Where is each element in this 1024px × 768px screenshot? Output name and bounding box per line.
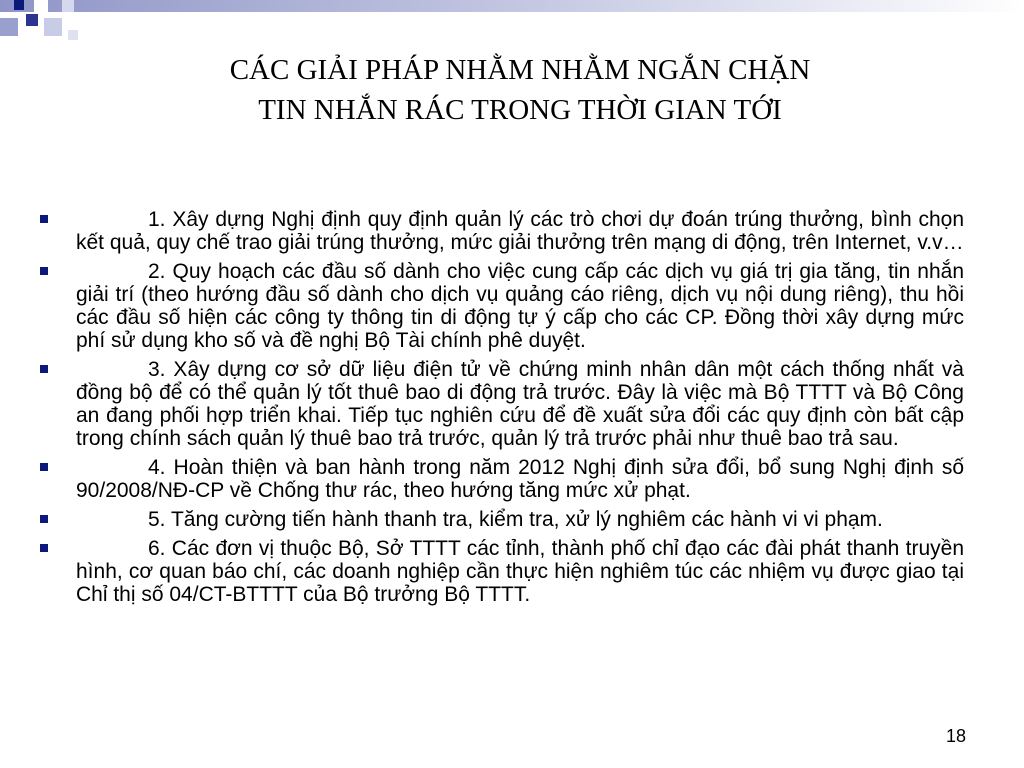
square-bullet-icon xyxy=(40,215,48,223)
slide-title xyxy=(130,50,910,130)
list-item xyxy=(36,537,964,606)
item-text: 4. Hoàn thiện và ban hành trong năm 2012 Nghị định sửa đổi, bổ sung Nghị định số 90/2008/NĐ-CP về Chống thư rác, theo hướng tăng mức xử phạt. xyxy=(76,456,964,502)
list-item xyxy=(36,260,964,352)
list-item xyxy=(36,208,964,254)
square-bullet-icon xyxy=(40,267,48,275)
square-bullet-icon xyxy=(40,544,48,552)
square-bullet-icon xyxy=(40,463,48,471)
decorative-header-pattern xyxy=(0,0,1024,50)
title-line-1: CÁC GIẢI PHÁP NHẰM NHẰM NGẮN CHẶN xyxy=(229,54,811,86)
item-text: 2. Quy hoạch các đầu số dành cho việc cung cấp các dịch vụ giá trị gia tăng, tin nhắn giải trí (theo hướng đầu số dành cho dịch vụ quảng cáo riêng, dịch vụ nội dung riêng), thu hồi các đầu số hiện các công ty thông tin di động tự ý cấp cho các CP. Đồng thời xây dựng mức phí sử dụng kho số và đề nghị Bộ Tài chính phê duyệt. xyxy=(76,260,964,352)
page-number: 18 xyxy=(945,726,966,746)
list-item xyxy=(36,358,964,450)
item-text: 1. Xây dựng Nghị định quy định quản lý các trò chơi dự đoán trúng thưởng, bình chọn kết quả, quy chế trao giải trúng thưởng, mức giải thưởng trên mạng di động, trên Internet, v.v… xyxy=(76,208,964,254)
list-item xyxy=(36,456,964,502)
list-item xyxy=(36,508,964,531)
title-line-2: TIN NHẮN RÁC TRONG THỜI GIAN TỚI xyxy=(258,94,782,126)
item-text: 6. Các đơn vị thuộc Bộ, Sở TTTT các tỉnh, thành phố chỉ đạo các đài phát thanh truyền hình, cơ quan báo chí, các doanh nghiệp cần thực hiện nghiêm túc các nhiệm vụ được giao tại Chỉ thị số 04/CT-BTTTT của Bộ trưởng Bộ TTTT. xyxy=(76,537,964,606)
item-text: 3. Xây dựng cơ sở dữ liệu điện tử về chứng minh nhân dân một cách thống nhất và đồng bộ để có thể quản lý tốt thuê bao di động trả trước. Đây là việc mà Bộ TTTT và Bộ Công an đang phối hợp triển khai. Tiếp tục nghiên cứu để đề xuất sửa đổi các quy định còn bất cập trong chính sách quản lý thuê bao trả trước, quản lý trả trước phải như thuê bao trả sau. xyxy=(76,358,964,450)
item-text: 5. Tăng cường tiến hành thanh tra, kiểm tra, xử lý nghiêm các hành vi vi phạm. xyxy=(148,508,883,531)
square-bullet-icon xyxy=(40,515,48,523)
bullet-list xyxy=(36,208,964,612)
square-bullet-icon xyxy=(40,365,48,373)
